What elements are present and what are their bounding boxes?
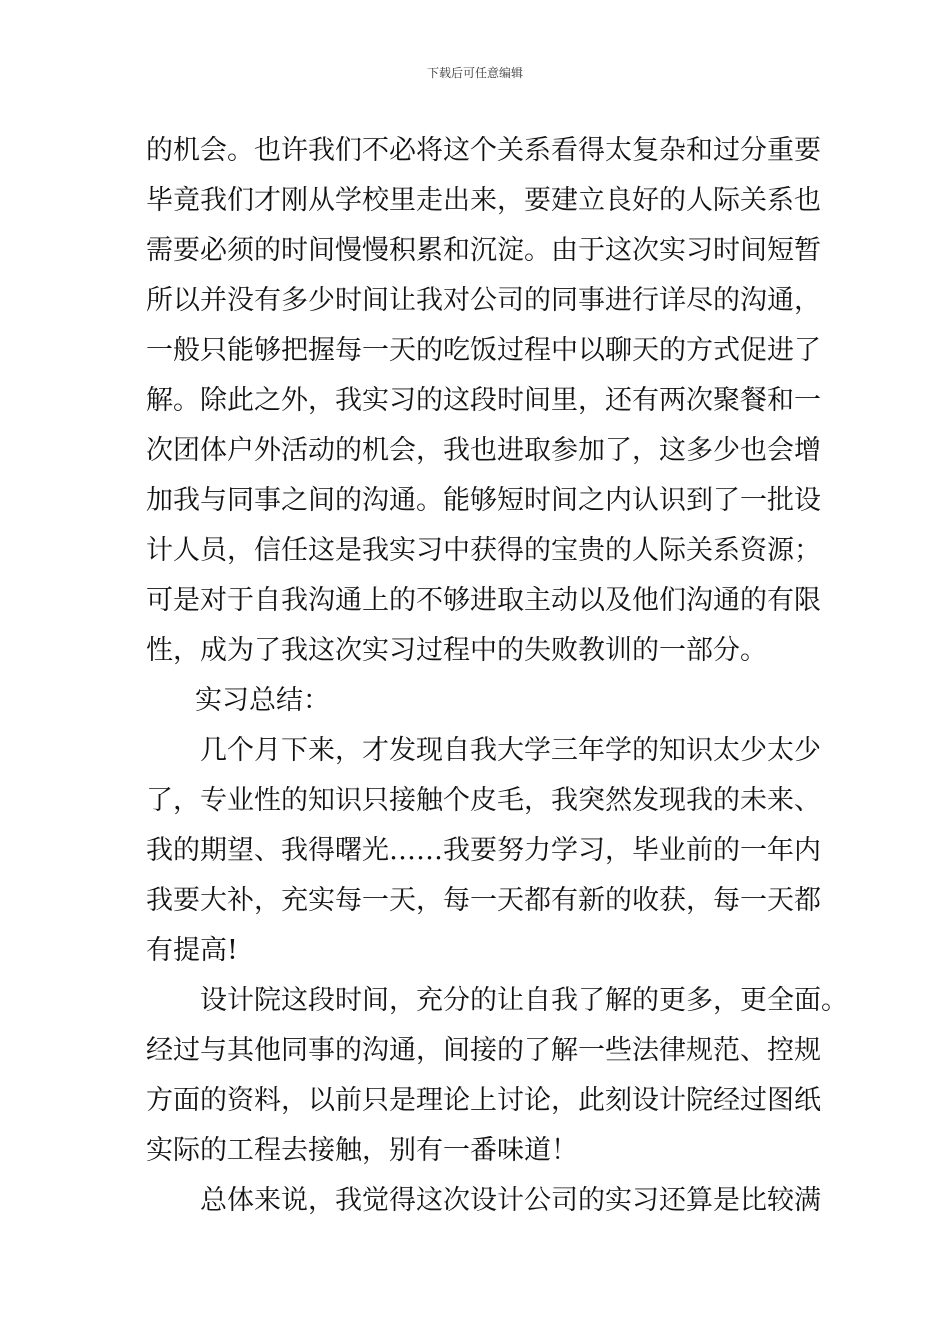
text-line: 可是对于自我沟通上的不够进取主动以及他们沟通的有限 bbox=[146, 585, 821, 616]
text-line: 次团体户外活动的机会，我也进取参加了，这多少也会增 bbox=[146, 435, 821, 466]
page-header: 下载后可任意编辑 bbox=[426, 66, 523, 80]
text-line: 设计院这段时间，充分的让自我了解的更多，更全面。 bbox=[200, 985, 848, 1016]
text-line: 加我与同事之间的沟通。能够短时间之内认识到了一批设 bbox=[146, 485, 821, 516]
text-line: 了，专业性的知识只接触个皮毛，我突然发现我的未来、 bbox=[146, 785, 821, 816]
text-line: 一般只能够把握每一天的吃饭过程中以聊天的方式促进了 bbox=[146, 335, 821, 366]
text-line: 需要必须的时间慢慢积累和沉淀。由于这次实习时间短暂 bbox=[146, 235, 821, 266]
text-line: 总体来说，我觉得这次设计公司的实习还算是比较满 bbox=[200, 1185, 821, 1216]
text-line: 几个月下来，才发现自我大学三年学的知识太少太少 bbox=[200, 735, 821, 766]
text-line: 实际的工程去接触，别有一番味道！ bbox=[146, 1135, 578, 1166]
text-line: 解。除此之外，我实习的这段时间里，还有两次聚餐和一 bbox=[146, 385, 821, 416]
text-line: 我要大补，充实每一天，每一天都有新的收获，每一天都 bbox=[146, 885, 821, 916]
text-line: 计人员，信任这是我实习中获得的宝贵的人际关系资源； bbox=[146, 535, 821, 566]
text-line: 方面的资料，以前只是理论上讨论，此刻设计院经过图纸 bbox=[146, 1085, 821, 1116]
text-line: 有提高! bbox=[146, 935, 238, 966]
text-line: 性，成为了我这次实习过程中的失败教训的一部分。 bbox=[146, 635, 767, 666]
section-heading: 实习总结： bbox=[195, 685, 330, 716]
text-line: 所以并没有多少时间让我对公司的同事进行详尽的沟通， bbox=[146, 285, 821, 316]
text-line: 我的期望、我得曙光……我要努力学习，毕业前的一年内 bbox=[146, 835, 821, 866]
text-line: 毕竟我们才刚从学校里走出来，要建立良好的人际关系也 bbox=[146, 185, 821, 216]
text-line: 的机会。也许我们不必将这个关系看得太复杂和过分重要 bbox=[146, 135, 821, 166]
text-line: 经过与其他同事的沟通，间接的了解一些法律规范、控规 bbox=[146, 1035, 821, 1066]
